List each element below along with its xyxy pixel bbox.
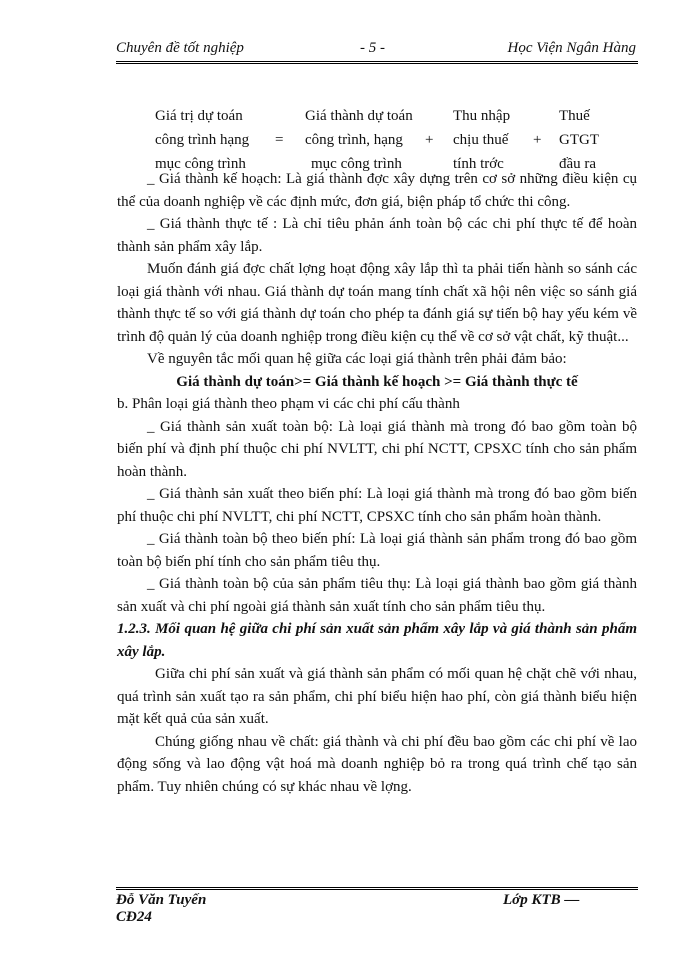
formula-term-taxable-income <box>453 104 510 176</box>
paragraph-planned-cost: _ Giá thành kế hoạch: Là giá thành đợc xây dựng trên cơ sở những điều kiện cụ thể của doanh nghiệp về các định mức, đơn giá, biện pháp tổ chức thi công. <box>117 171 637 210</box>
formula-plus: + <box>533 132 542 148</box>
formula-line: công trình hạng <box>155 132 250 148</box>
formula-line: đầu ra <box>559 156 597 172</box>
paragraph-principle: Về nguyên tắc mối quan hệ giữa các loại giá thành trên phải đảm bảo: <box>147 351 567 367</box>
header-rule <box>116 61 638 64</box>
formula-term-estimate-cost <box>305 104 413 176</box>
formula-plus: + <box>425 132 434 148</box>
formula-term-estimate-value <box>155 104 249 176</box>
header-institution: Học Viện Ngân Hàng <box>507 40 636 56</box>
footer-cohort: CĐ24 <box>116 909 152 925</box>
paragraph-variable-production-cost: _ Giá thành sản xuất theo biến phí: Là loại giá thành mà trong đó bao gồm biến phí thuộc chi phí NVLTT, chi phí NCTT, CPSXC tính cho sản phẩm hoàn thành. <box>117 486 637 525</box>
paragraph-full-variable-cost: _ Giá thành toàn bộ theo biến phí: Là loại giá thành sản phẩm trong đó bao gồm toàn bộ biến phí tính cho sản phẩm tiêu thụ. <box>117 531 637 570</box>
formula-equals: = <box>275 132 284 148</box>
formula-term-vat <box>559 104 599 176</box>
header-document-type: Chuyên đề tốt nghiệp <box>116 40 244 56</box>
formula-line: mục công trình <box>311 156 402 172</box>
footer-rule <box>116 887 638 888</box>
formula-line: công trình, hạng <box>305 132 403 148</box>
formula-line: mục công trình <box>155 156 246 172</box>
section-heading: 1.2.3. Mối quan hệ giữa chi phí sản xuất sản phẩm xây lắp và giá thành sản phẩm xây lắp. <box>117 621 637 660</box>
paragraph-actual-cost: _ Giá thành thực tế : Là chỉ tiêu phản ánh toàn bộ các chi phí thực tế để hoàn thành sản phẩm xây lắp. <box>117 216 637 255</box>
paragraph-relationship: Giữa chi phí sản xuất và giá thành sản phẩm có mối quan hệ chặt chẽ với nhau, quá trình sản xuất tạo ra sản phẩm, chi phí biểu hiện hao phí, còn giá thành biểu hiện mặt kết quả của sản xuất. <box>117 666 637 727</box>
formula-line: tính trớc <box>453 156 504 172</box>
document-body <box>117 168 637 798</box>
formula-line: Giá thành dự toán <box>305 108 413 124</box>
page-footer <box>116 892 638 926</box>
paragraph-sold-product-cost: _ Giá thành toàn bộ của sản phẩm tiêu thụ: Là loại giá thành bao gồm giá thành sản xuất và chi phí ngoài giá thành sản xuất tính cho sản phẩm tiêu thụ. <box>117 576 637 615</box>
footer-author: Đỗ Văn Tuyến <box>116 892 207 908</box>
footer-rule <box>116 889 638 890</box>
formula-line: Thuế <box>559 108 590 124</box>
paragraph-full-production-cost: _ Giá thành sản xuất toàn bộ: Là loại giá thành mà trong đó bao gồm toàn bộ biến phí và định phí thuộc chi phí NVLTT, chi phí NCTT, CPSXC tính cho sản phẩm hoàn thành. <box>117 418 637 480</box>
formula-line: GTGT <box>559 132 599 148</box>
page-header <box>116 38 638 60</box>
cost-inequality: Giá thành dự toán>= Giá thành kế hoạch >= Giá thành thực tế <box>176 373 578 390</box>
paragraph-similarity: Chúng giống nhau về chất: giá thành và chi phí đều bao gồm các chi phí về lao động sống và lao động vật hoá mà doanh nghiệp bỏ ra trong quá trình chế tạo sản phẩm. Tuy nhiên chúng có sự khác nhau về lợng. <box>117 733 637 795</box>
formula-line: Thu nhập <box>453 108 511 124</box>
paragraph-cost-comparison: Muốn đánh giá đợc chất lợng hoạt động xây lắp thì ta phải tiến hành so sánh các loại giá thành với nhau. Giá thành dự toán mang tính chất xã hội nên việc so sánh giá thành thực tế so với giá thành dự toán cho phép ta đánh giá sự tiến bộ hay yếu kém về trình độ quản lý của doanh nghiệp trong điều kiện cụ thể về cơ sở vật chất, kỹ thuật... <box>117 261 637 345</box>
header-page-number: - 5 - <box>360 40 385 56</box>
formula-line: chịu thuế <box>453 132 509 148</box>
subsection-heading: b. Phân loại giá thành theo phạm vi các chi phí cấu thành <box>117 396 460 412</box>
footer-class: Lớp KTB — <box>503 892 580 908</box>
formula-line: Giá trị dự toán <box>155 108 243 124</box>
